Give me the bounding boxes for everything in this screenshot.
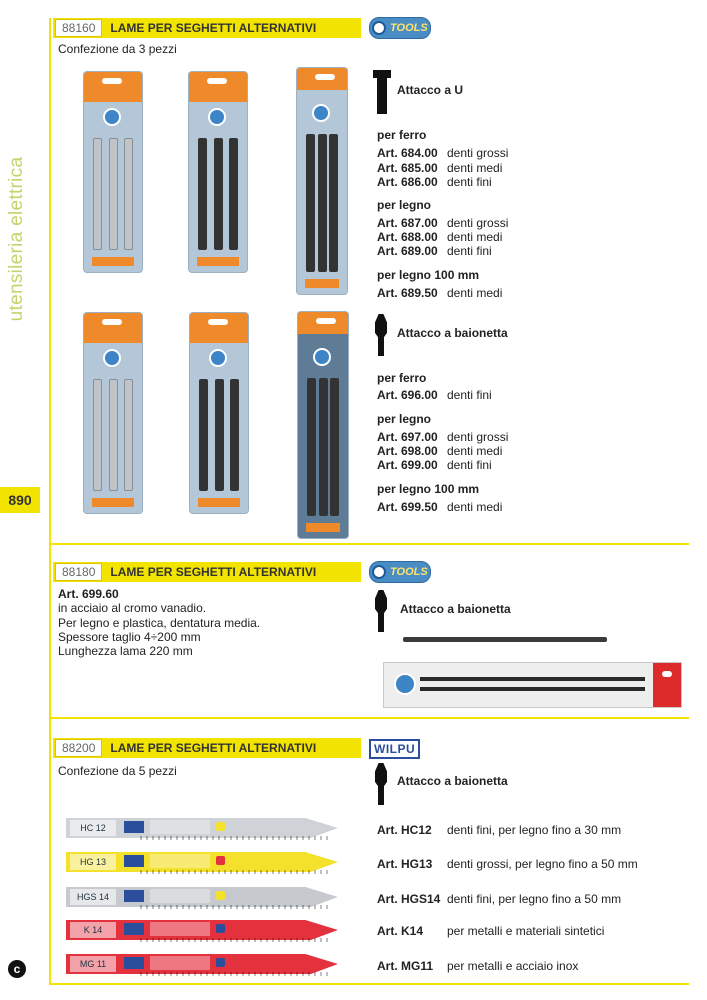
article-line: Art. 699.50 denti medi — [377, 500, 503, 514]
hang-tab — [653, 663, 681, 707]
wilpu-brand-logo: WILPU — [369, 739, 420, 759]
article-line: Art. 699.00 denti fini — [377, 458, 492, 472]
jigsaw-blade-image: HC 12 — [66, 816, 338, 840]
shank-label: Attacco a baionetta — [397, 326, 508, 340]
long-blade-image — [403, 637, 607, 642]
article-line: Art. 697.00 denti grossi — [377, 430, 509, 444]
section-header-88200 — [53, 738, 361, 758]
section-header-88180 — [53, 562, 361, 582]
article-number: Art. 699.60 — [58, 587, 119, 601]
description-line: Lunghezza lama 220 mm — [58, 644, 193, 658]
section-divider — [49, 717, 689, 719]
article-line: Art. 687.00 denti grossi — [377, 216, 509, 230]
subgroup-heading: per legno — [377, 198, 432, 212]
bayonet-shank-icon — [375, 314, 387, 356]
article-line: Art. K14 per metalli e materiali sintetici — [377, 924, 605, 938]
article-line: Art. 698.00 denti medi — [377, 444, 503, 458]
article-line: Art. 696.00 denti fini — [377, 388, 492, 402]
section-header-88160 — [53, 18, 361, 38]
subgroup-heading: per legno 100 mm — [377, 268, 480, 282]
blade-package-image — [84, 72, 142, 272]
jigsaw-blade-image: MG 11 — [66, 952, 338, 976]
bayonet-shank-icon — [375, 763, 387, 805]
left-divider — [49, 18, 51, 983]
category-label: utensileria elettrica — [6, 156, 27, 322]
section-title: LAME PER SEGHETTI ALTERNATIVI — [110, 565, 317, 579]
article-line: Art. MG11 per metalli e acciaio inox — [377, 959, 579, 973]
blade-package-image — [84, 313, 142, 513]
article-line: Art. 689.50 denti medi — [377, 286, 503, 300]
subgroup-heading: per ferro — [377, 371, 427, 385]
section-divider — [49, 543, 689, 545]
subgroup-heading: per legno 100 mm — [377, 482, 480, 496]
description-line: Per legno e plastica, dentatura media. — [58, 616, 261, 630]
pack-subtitle: Confezione da 5 pezzi — [58, 764, 177, 778]
section-divider — [49, 983, 689, 985]
tools-brand-logo: TOOLS — [369, 561, 431, 583]
section-title: LAME PER SEGHETTI ALTERNATIVI — [110, 21, 317, 35]
page-number: 890 — [0, 487, 40, 513]
shank-label: Attacco a baionetta — [397, 774, 508, 788]
blade-package-image — [190, 313, 248, 513]
product-code: 88200 — [55, 739, 102, 757]
article-line: Art. 685.00 denti medi — [377, 161, 503, 175]
tools-logo-icon — [372, 21, 386, 35]
product-code: 88180 — [55, 563, 102, 581]
article-line: Art. HGS14 denti fini, per legno fino a 50 mm — [377, 892, 622, 906]
article-line: Art. 688.00 denti medi — [377, 230, 503, 244]
jigsaw-blade-image: HG 13 — [66, 850, 338, 874]
jigsaw-blade-image: HGS 14 — [66, 885, 338, 909]
tools-brand-logo: TOOLS — [369, 17, 431, 39]
description-line: Spessore taglio 4÷200 mm — [58, 630, 201, 644]
section-title: LAME PER SEGHETTI ALTERNATIVI — [110, 741, 317, 755]
blade-package-image — [189, 72, 247, 272]
tools-logo-icon — [372, 565, 386, 579]
subgroup-heading: per legno — [377, 412, 432, 426]
article-line: Art. HG13 denti grossi, per legno fino a 50 mm — [377, 857, 638, 871]
shank-label: Attacco a U — [397, 83, 464, 97]
shank-label: Attacco a baionetta — [400, 602, 511, 616]
bayonet-shank-icon — [375, 590, 387, 632]
article-line: Art. HC12 denti fini, per legno fino a 30 mm — [377, 823, 622, 837]
pack-subtitle: Confezione da 3 pezzi — [58, 42, 177, 56]
blade-package-image — [383, 662, 682, 708]
product-code: 88160 — [55, 19, 102, 37]
jigsaw-blade-image: K 14 — [66, 918, 338, 942]
article-line: Art. 684.00 denti grossi — [377, 146, 509, 160]
catalog-logo-icon: c — [8, 960, 26, 978]
article-line: Art. 689.00 denti fini — [377, 244, 492, 258]
subgroup-heading: per ferro — [377, 128, 427, 142]
blade-package-image — [297, 68, 347, 294]
article-line: Art. 686.00 denti fini — [377, 175, 492, 189]
blade-package-image — [298, 312, 348, 538]
u-shank-icon — [377, 70, 387, 114]
description-line: in acciaio al cromo vanadio. — [58, 601, 207, 615]
